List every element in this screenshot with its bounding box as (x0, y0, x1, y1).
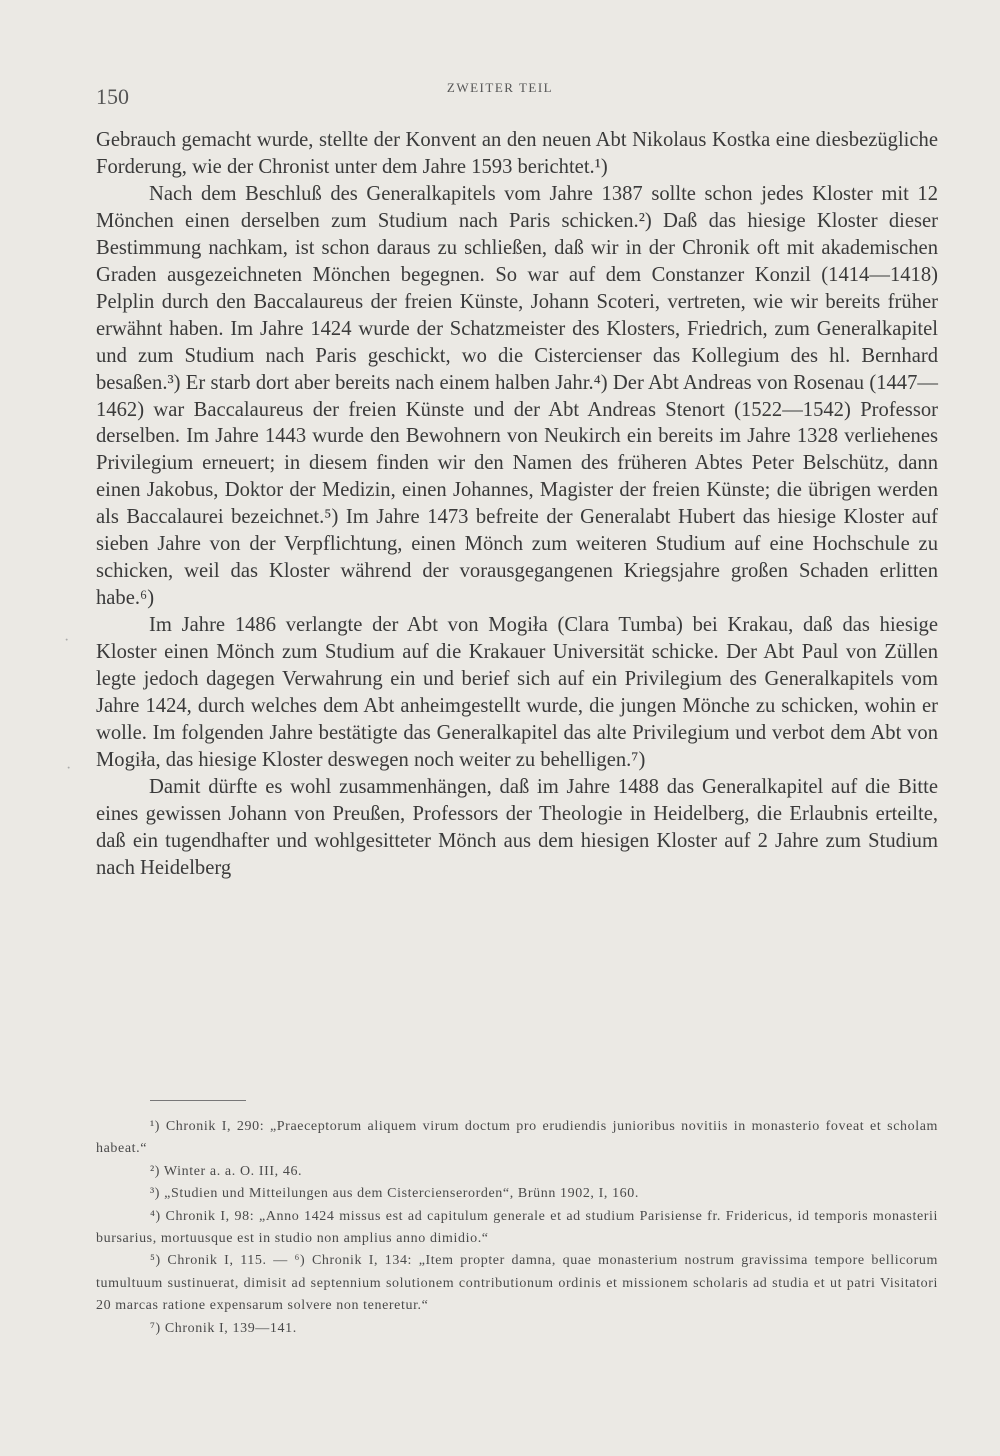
margin-speck: · (64, 632, 70, 649)
paragraph: Im Jahre 1486 verlangte der Abt von Mogiła (Clara Tumba) bei Krakau, daß das hiesige Kloster einen Mönch zum Studium auf die Krakauer Universität schicke. Der Abt Paul von Züllen legte jedoch dagegen Verwahrung ein und berief sich auf ein Privilegium des Generalkapitels vom Jahre 1424, durch welches dem Abt anheimgestellt wurde, die jungen Mönche zu schicken, wohin er wolle. Im folgenden Jahre bestätigte das Generalkapitel das alte Privilegium und verbot dem Abt von Mogiła, das hiesige Kloster deswegen noch weiter zu behelligen.⁷) (96, 614, 938, 771)
page-number: 150 (96, 84, 129, 109)
paragraph: Gebrauch gemacht wurde, stellte der Konvent an den neuen Abt Nikolaus Kostka eine diesbezügliche Forderung, wie der Chronist unter dem Jahre 1593 berichtet.¹) (96, 129, 938, 178)
footnote: ⁵) Chronik I, 115. — ⁶) Chronik I, 134: „Item propter damna, quae monasterium nostrum gravissima tempore bellicorum tumultuum sustinuerat, dimisit ad septennium solutionem contributionum ordinis et missionem scholaris ad studia et ut patri Visitatori 20 marcas ratione expensarum solvere non teneretur.“ (96, 1253, 938, 1314)
footnote: ²) Winter a. a. O. III, 46. (150, 1163, 303, 1179)
running-title: ZWEITER TEIL (446, 80, 554, 95)
paragraph: Damit dürfte es wohl zusammenhängen, daß im Jahre 1488 das Generalkapitel auf die Bitte eines gewissen Johann von Preußen, Professors der Theologie in Heidelberg, die Erlaubnis erteilte, daß ein tugendhafter und wohlgesitteter Mönch aus dem hiesigen Kloster auf 2 Jahre zum Studium nach Heidelberg (96, 775, 938, 879)
footnote-divider (150, 1100, 246, 1101)
margin-speck: · (66, 760, 72, 777)
footnote: ⁴) Chronik I, 98: „Anno 1424 missus est ad capitulum generale et ad studium Parisiense fr. Fridericus, id temporis monasterii bursarius, mortuusque est in studio non amplius anno dimidio.“ (96, 1208, 938, 1247)
paragraph: Nach dem Beschluß des Generalkapitels vom Jahre 1387 sollte schon jedes Kloster mit 12 Mönchen einen derselben zum Studium nach Paris schicken.²) Daß das hiesige Kloster dieser Bestimmung nachkam, ist schon daraus zu schließen, daß wir in der Chronik oft mit akademischen Graden ausgezeichneten Mönchen begegnen. So war auf dem Constanzer Konzil (1414—1418) Pelplin durch den Baccalaureus der freien Künste, Johann Scoteri, vertreten, wie wir bereits früher erwähnt haben. Im Jahre 1424 wurde der Schatzmeister des Klosters, Friedrich, zum Generalkapitel und zum Studium nach Paris geschickt, wo die Cistercienser das Kollegium des hl. Bernhard besaßen.³) Er starb dort aber bereits nach einem halben Jahr.⁴) Der Abt Andreas von Rosenau (1447—1462) war Baccalaureus der freien Künste und der Abt Andreas Stenort (1522—1542) Professor derselben. Im Jahre 1443 wurde den Bewohnern von Neukirch ein bereits im Jahre 1328 verliehenes Privilegium erneuert; in diesem finden wir den Namen des früheren Abtes Peter Belschütz, dann einen Jakobus, Doktor der Medizin, einen Johannes, Magister der freien Künste; die übrigen werden als Baccalaurei bezeichnet.⁵) Im Jahre 1473 befreite der Generalabt Hubert das hiesige Kloster auf sieben Jahre von der Verpflichtung, einen Mönch zum weiteren Studium auf eine Hochschule zu schicken, weil das Kloster während der vorausgegangenen Kriegsjahre großen Schaden erlitten habe.⁶) (96, 182, 938, 610)
footnote: ¹) Chronik I, 290: „Praeceptorum aliquem virum doctum pro erudiendis junioribus novitiis in monasterio foveat et scholam habeat.“ (96, 1119, 938, 1157)
footnotes (96, 1116, 938, 1340)
footnote: ³) „Studien und Mitteilungen aus dem Cistercienserorden“, Brünn 1902, I, 160. (150, 1186, 639, 1202)
footnote: ⁷) Chronik I, 139—141. (150, 1320, 297, 1336)
body-text (96, 127, 938, 882)
